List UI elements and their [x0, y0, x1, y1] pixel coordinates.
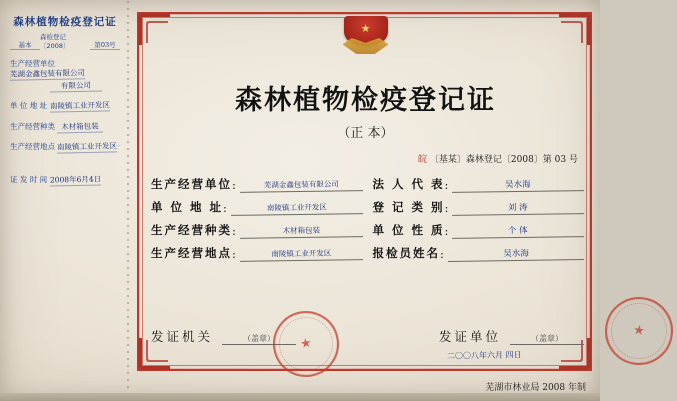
field-label: 生产经营单位 — [151, 177, 232, 191]
stub-row-value: 南陵镇工业开发区 — [57, 141, 117, 153]
field-value: 南陵镇工业开发区 — [240, 247, 363, 262]
emblem-star-cluster: ★ — [360, 22, 371, 35]
field-label: 登 记 类 别 — [372, 200, 445, 214]
stub-serial-line — [10, 32, 120, 50]
page-title: 森林植物检疫登记证 — [235, 85, 496, 116]
field-value: 芜湖金鑫包装有限公司 — [240, 178, 363, 193]
stub-row-value: 木材箱包装 — [57, 121, 103, 133]
stub-row — [10, 122, 120, 133]
stub-row — [10, 175, 120, 186]
stub-row-label: 单 位 地 址 — [10, 101, 48, 111]
field-row: 生产经营单位 : 芜湖金鑫包装有限公司 — [151, 176, 363, 192]
issuing-unit-value: （盖章） — [510, 333, 584, 345]
printer-note: 芜湖市林业局 2008 年制 — [485, 383, 586, 393]
stub-row — [10, 142, 120, 153]
serial-text: 〔基某〕森林登记〔2008〕第 03 号 — [429, 155, 578, 165]
issuing-unit-label: 发证单位 — [439, 329, 502, 344]
stub-row — [10, 59, 120, 92]
field-grid — [151, 176, 584, 261]
stub-row-subvalue: 有限公司 — [50, 81, 102, 93]
corner-ornament-icon — [558, 12, 592, 46]
signature-row — [151, 327, 584, 345]
field-value: 个 体 — [452, 223, 584, 239]
field-row: 单 位 地 址 : 南陵镇工业开发区 — [151, 199, 363, 215]
seal-star-icon: ★ — [632, 322, 646, 340]
issue-date: 二〇〇八年六月 四日 — [447, 350, 523, 361]
stub-row-label: 证 发 时 间 — [10, 174, 48, 184]
stub-title: 森林植物检疫登记证 — [13, 16, 117, 28]
page-subtitle: （正 本） — [337, 126, 394, 141]
field-label: 生产经营地点 — [151, 246, 232, 260]
stub-row-value: 芜湖金鑫包装有限公司 — [10, 68, 85, 81]
field-row: 登 记 类 别 : 刘 涛 — [373, 199, 585, 215]
field-value: 吴水海 — [448, 246, 584, 262]
field-row: 单 位 性 质 : 个 体 — [373, 222, 585, 238]
serial-prefix: 皖 — [418, 155, 428, 165]
field-value: 吴水海 — [452, 177, 584, 193]
stub-row — [10, 101, 120, 112]
field-label: 法 人 代 表 — [372, 177, 445, 191]
serial-number — [418, 152, 578, 165]
corner-ornament-icon — [137, 12, 171, 46]
issuing-unit-block — [439, 327, 584, 345]
issuing-authority-label: 发证机关 — [151, 329, 214, 344]
national-emblem-icon — [343, 16, 389, 58]
field-row: 法 人 代 表 : 吴水海 — [373, 176, 585, 192]
certificate-stub — [0, 0, 128, 401]
field-label: 单 位 性 质 — [372, 223, 445, 237]
stub-serial-right: 第03号 — [90, 40, 120, 50]
issuing-authority-value: （盖章） — [222, 333, 296, 345]
seal-star-icon: ★ — [299, 335, 313, 353]
stub-row-label: 生产经营单位 — [10, 59, 55, 68]
field-value: 刘 涛 — [452, 200, 584, 216]
scan-bottom-edge — [0, 393, 600, 401]
field-label: 报检员姓名 — [372, 246, 440, 260]
field-value: 南陵镇工业开发区 — [231, 201, 363, 216]
perforation-line — [126, 0, 130, 401]
field-label: 生产经营种类 — [151, 223, 232, 237]
field-row: 生产经营地点 : 南陵镇工业开发区 — [151, 245, 363, 261]
stub-serial-left: 基本 — [10, 40, 40, 50]
field-row: 报检员姓名 : 吴水海 — [373, 245, 585, 261]
stub-row-label: 生产经营地点 — [10, 141, 55, 151]
stub-row-value: 2008年6月4日 — [49, 174, 100, 186]
stub-serial-mid: 森检登记〔2008〕 — [40, 33, 70, 50]
official-seal-right — [601, 293, 677, 369]
certificate-body — [131, 0, 646, 401]
field-label: 单 位 地 址 — [151, 200, 224, 214]
field-row: 生产经营种类 : 木材箱包装 — [151, 222, 363, 238]
stub-row-value: 南陵镇工业开发区 — [49, 101, 109, 113]
stub-row-label: 生产经营种类 — [10, 121, 55, 131]
field-value: 木材箱包装 — [240, 224, 363, 239]
